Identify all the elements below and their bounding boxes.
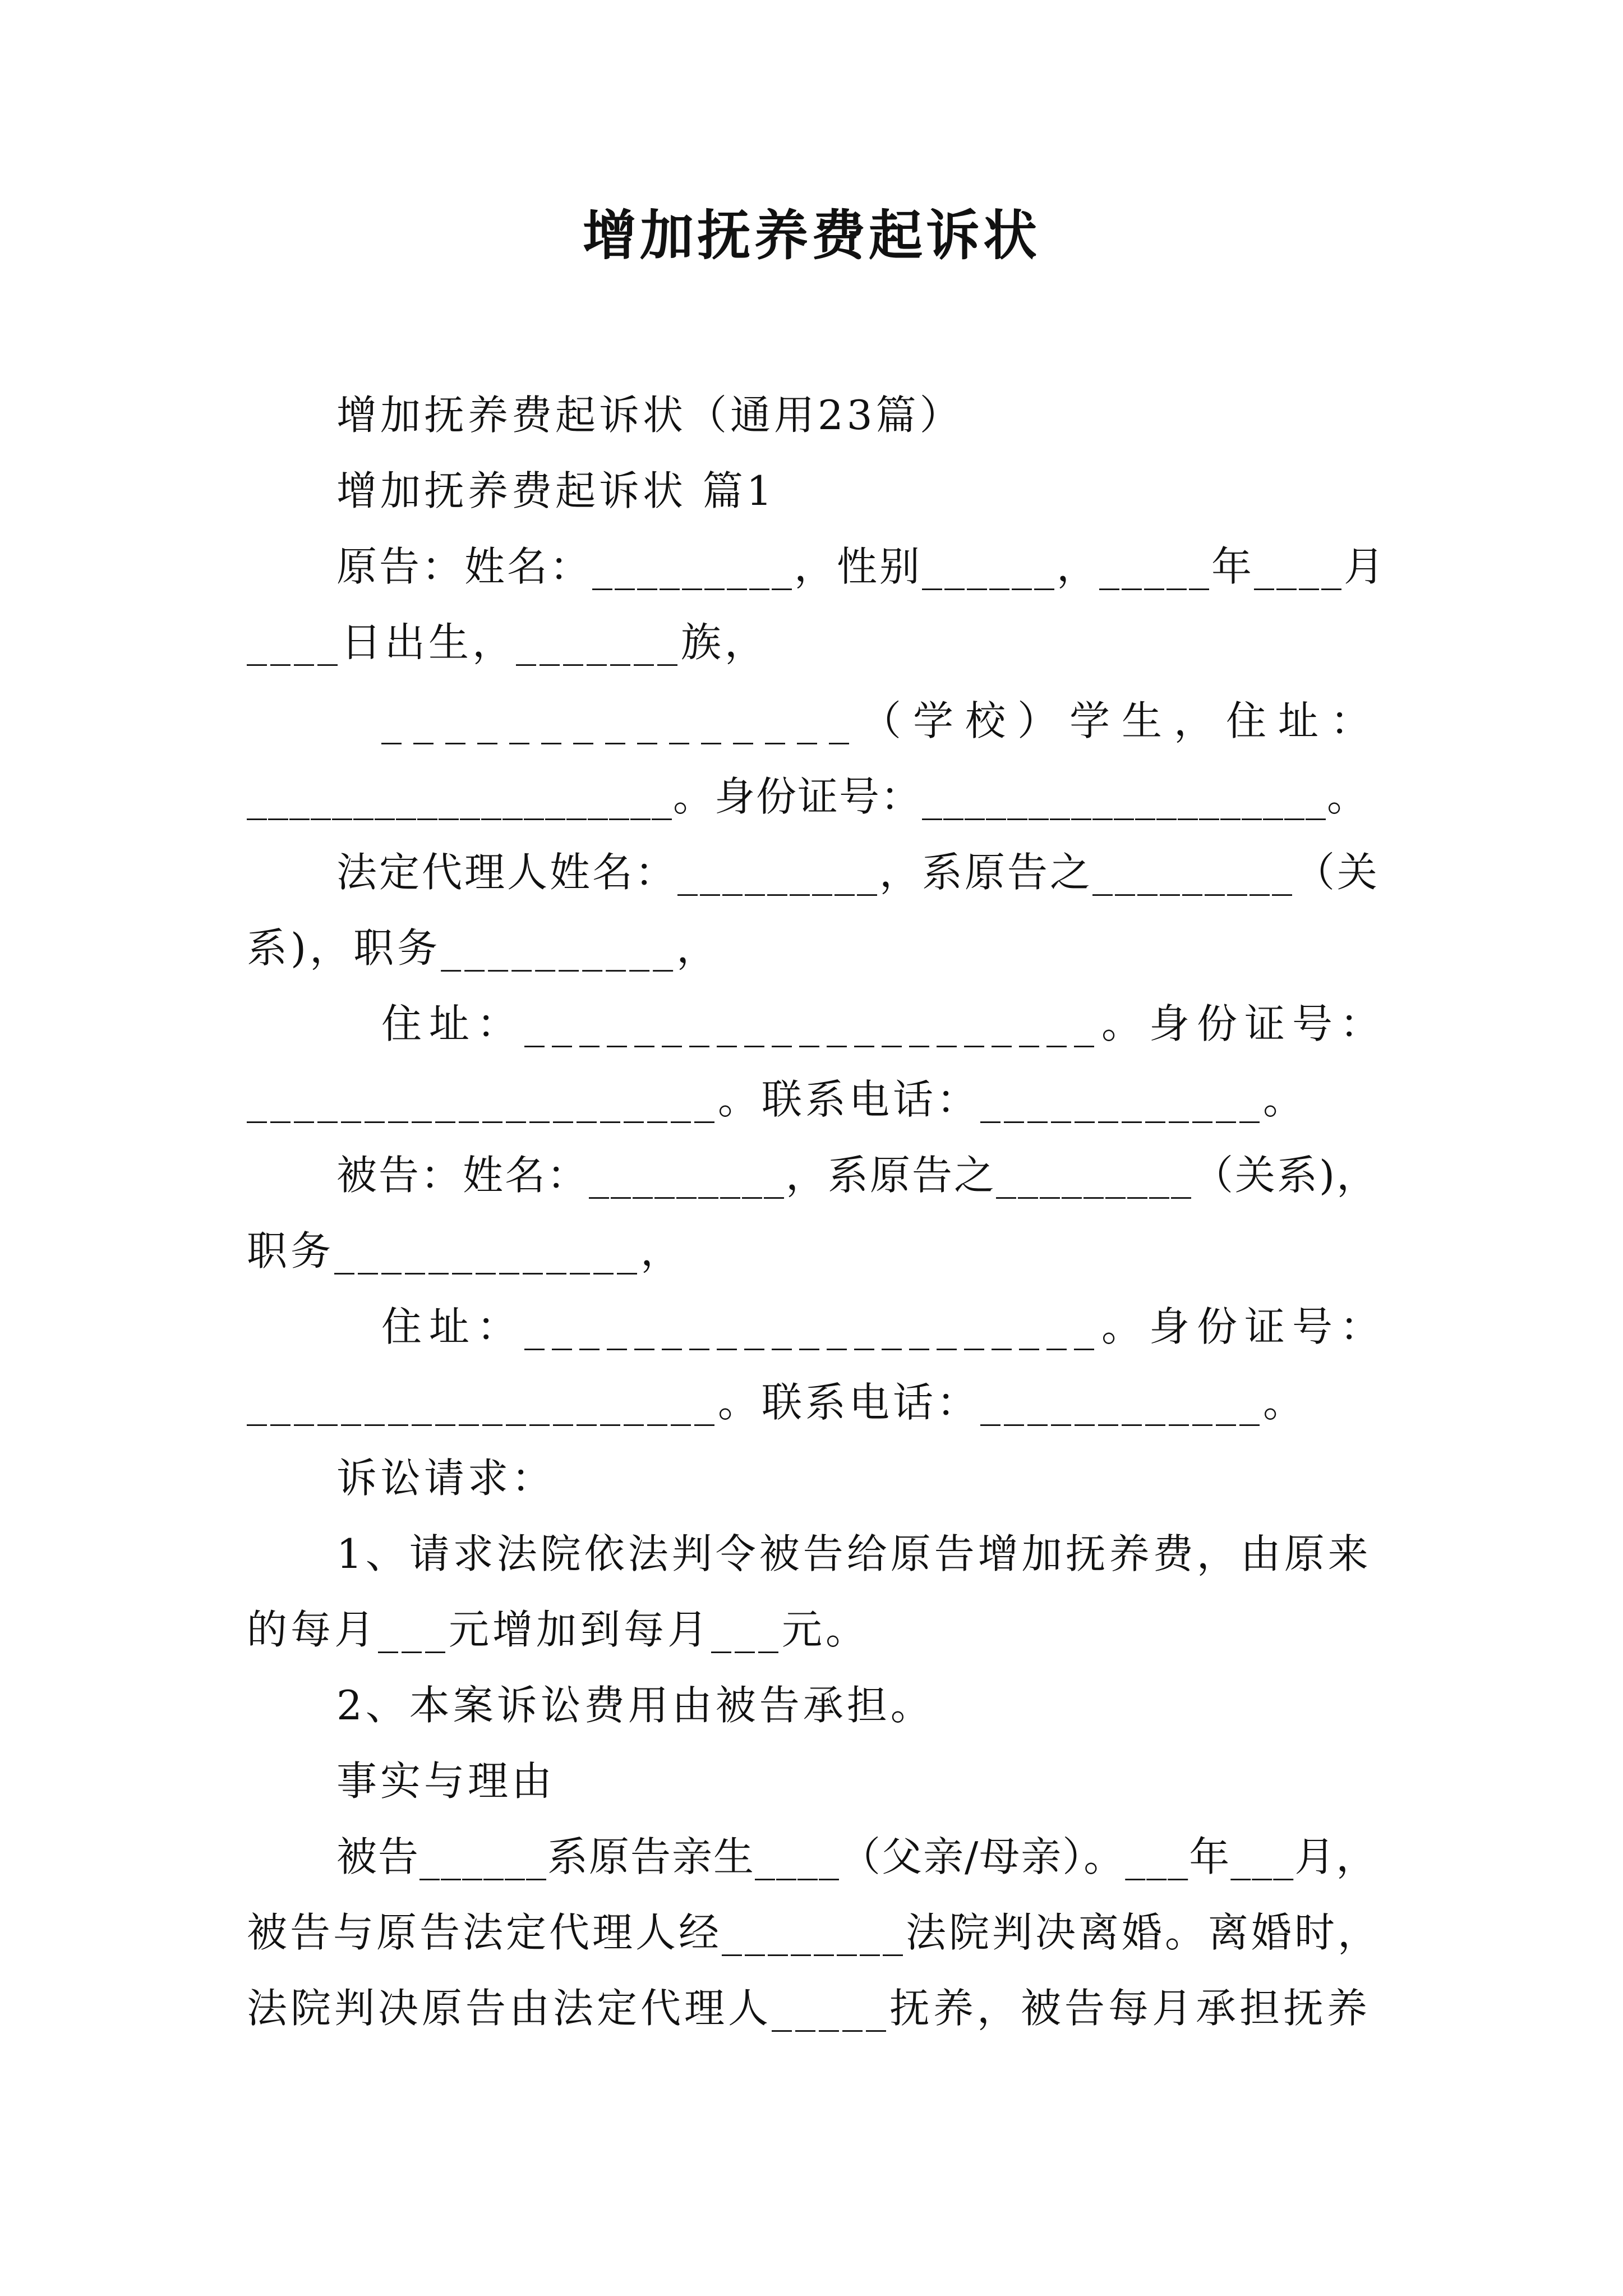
section-heading: 增加抚养费起诉状 篇1	[336, 467, 776, 514]
plaintiff-line-1: 原告：姓名：_________，性别______，_____年____月	[336, 543, 1387, 590]
defendant-address-line: 住址：_____________________。身份证号：	[381, 1303, 1388, 1350]
plaintiff-line-2: ____日出生，_______族，	[247, 619, 769, 666]
facts-heading: 事实与理由	[336, 1757, 556, 1805]
guardian-phone-line: ____________________。联系电话：____________。	[247, 1076, 1307, 1123]
claim-1-line-2: 的每月___元增加到每月___元。	[247, 1606, 870, 1653]
defendant-line-1: 被告：姓名：_________，系原告之_________（关系)，	[336, 1152, 1379, 1199]
subtitle-line: 增加抚养费起诉状（通用23篇）	[336, 392, 963, 439]
guardian-line-2: 系)，职务__________，	[247, 924, 721, 972]
defendant-phone-line: ____________________。联系电话：____________。	[247, 1379, 1307, 1426]
facts-line-1: 被告______系原告亲生____（父亲/母亲）。___年___月，	[336, 1833, 1378, 1880]
facts-line-2: 被告与原告法定代理人经________法院判决离婚。离婚时，	[247, 1909, 1381, 1956]
document-title: 增加抚养费起诉状	[583, 204, 1040, 267]
plaintiff-school-line: _______________（学校）学生，住址：	[381, 697, 1383, 744]
claim-1-line-1: 1、请求法院依法判令被告给原告增加抚养费，由原来	[336, 1530, 1372, 1577]
claims-heading: 诉讼请求：	[336, 1455, 556, 1502]
defendant-line-2: 职务_____________，	[247, 1227, 685, 1274]
guardian-line-1: 法定代理人姓名：_________，系原告之_________（关	[336, 849, 1380, 896]
claim-2-line: 2、本案诉讼费用由被告承担。	[336, 1682, 934, 1729]
guardian-address-line: 住址：_____________________。身份证号：	[381, 1000, 1388, 1047]
facts-line-3: 法院判决原告由法定代理人_____抚养，被告每月承担抚养	[247, 1985, 1371, 2032]
plaintiff-id-line: ____________________。身份证号：___________________。	[247, 773, 1369, 820]
